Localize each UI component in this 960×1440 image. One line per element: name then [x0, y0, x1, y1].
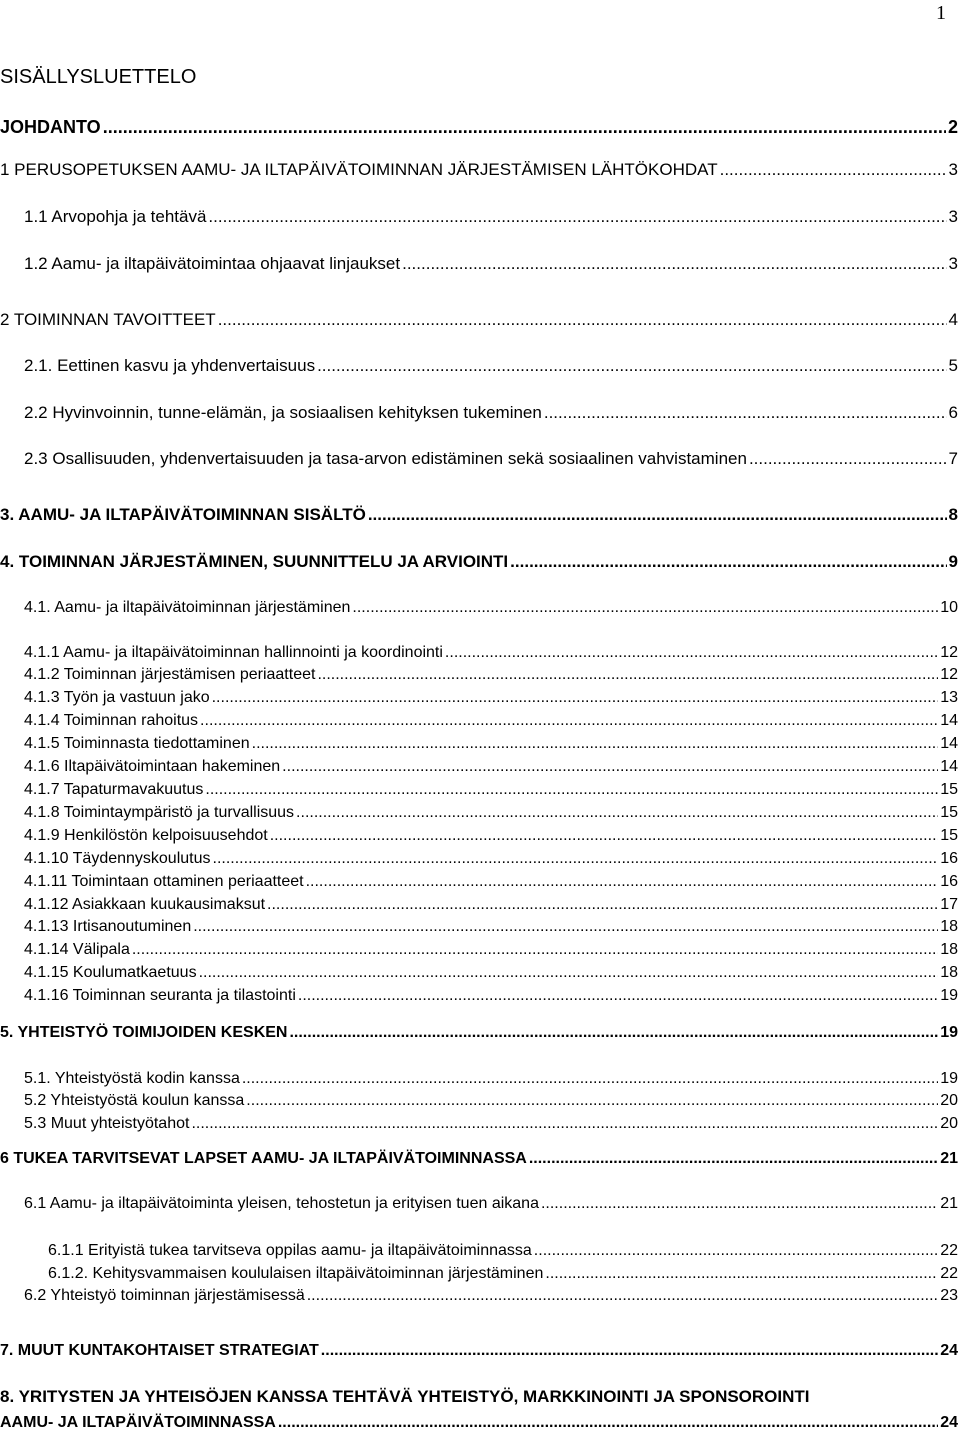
toc-entry[interactable]: 6.1.1 Erityistä tukea tarvitseva oppilas aamu- ja iltapäivätoiminnassa ..... 22	[48, 1240, 958, 1262]
toc-entry[interactable]: 5. YHTEISTYÖ TOIMIJOIDEN KESKEN ..... 19	[0, 1022, 958, 1044]
toc-entry[interactable]: 2.1. Eettinen kasvu ja yhdenvertaisuus ..... 5	[24, 355, 958, 377]
page-number: 1	[936, 2, 946, 24]
toc-entry[interactable]: 2.3 Osallisuuden, yhdenvertaisuuden ja tasa-arvon edistäminen sekä sosiaalinen vahvistaminen ..... 7	[24, 448, 958, 470]
toc-entry[interactable]: 4.1.13 Irtisanoutuminen ..... 18	[24, 916, 958, 938]
toc-entry[interactable]: 6.1.2. Kehitysvammaisen koululaisen iltapäivätoiminnan järjestäminen ..... 22	[48, 1263, 958, 1285]
toc-entry[interactable]: 4.1.4 Toiminnan rahoitus ..... 14	[24, 710, 958, 732]
toc-entry[interactable]: 6.1 Aamu- ja iltapäivätoiminta yleisen, tehostetun ja erityisen tuen aikana ..... 21	[24, 1193, 958, 1215]
toc-entry[interactable]: 2 TOIMINNAN TAVOITTEET ..... 4	[0, 309, 958, 331]
toc-entry[interactable]: 1.2 Aamu- ja iltapäivätoimintaa ohjaavat linjaukset ..... 3	[24, 253, 958, 275]
toc-entry[interactable]: 4.1.10 Täydennyskoulutus ..... 16	[24, 848, 958, 870]
toc-entry-johdanto[interactable]: JOHDANTO ..... 2	[0, 116, 958, 138]
toc-entry[interactable]: 4.1.3 Työn ja vastuun jako ..... 13	[24, 687, 958, 709]
toc-entry[interactable]: 4.1.5 Toiminnasta tiedottaminen ..... 14	[24, 733, 958, 755]
toc-entry[interactable]: 6.2 Yhteistyö toiminnan järjestämisessä ..... 23	[24, 1285, 958, 1307]
toc-entry[interactable]: 4.1.12 Asiakkaan kuukausimaksut ..... 17	[24, 894, 958, 916]
toc-entry[interactable]: 2.2 Hyvinvoinnin, tunne-elämän, ja sosiaalisen kehityksen tukeminen ..... 6	[24, 402, 958, 424]
toc-entry[interactable]: 4. TOIMINNAN JÄRJESTÄMINEN, SUUNNITTELU JA ARVIOINTI ..... 9	[0, 551, 958, 573]
toc-entry[interactable]: 5.1. Yhteistyöstä kodin kanssa ..... 19	[24, 1068, 958, 1090]
toc-entry[interactable]: AAMU- JA ILTAPÄIVÄTOIMINNASSA ..... 24	[0, 1412, 958, 1434]
toc-entry[interactable]: 4.1. Aamu- ja iltapäivätoiminnan järjestäminen ..... 10	[24, 597, 958, 619]
toc-entry[interactable]: 5.3 Muut yhteistyötahot ..... 20	[24, 1113, 958, 1135]
toc-entry[interactable]: 4.1.6 Iltapäivätoimintaan hakeminen ..... 14	[24, 756, 958, 778]
toc-entry[interactable]: 4.1.11 Toimintaan ottaminen periaatteet ..... 16	[24, 871, 958, 893]
toc-entry[interactable]: 4.1.9 Henkilöstön kelpoisuusehdot ..... 15	[24, 825, 958, 847]
toc-entry[interactable]: 4.1.2 Toiminnan järjestämisen periaatteet ..... 12	[24, 664, 958, 686]
toc-entry[interactable]: 1.1 Arvopohja ja tehtävä ..... 3	[24, 206, 958, 228]
toc-entry[interactable]: 4.1.7 Tapaturmavakuutus ..... 15	[24, 779, 958, 801]
toc-entry[interactable]: 3. AAMU- JA ILTAPÄIVÄTOIMINNAN SISÄLTÖ ..... 8	[0, 504, 958, 526]
toc-entry-label[interactable]: 8. YRITYSTEN JA YHTEISÖJEN KANSSA TEHTÄVÄ YHTEISTYÖ, MARKKINOINTI JA SPONSOROINTI	[0, 1387, 810, 1406]
toc-entry[interactable]: 4.1.8 Toimintaympäristö ja turvallisuus ..... 15	[24, 802, 958, 824]
toc-entry[interactable]: 4.1.1 Aamu- ja iltapäivätoiminnan hallinnointi ja koordinointi ..... 12	[24, 642, 958, 664]
toc-entry[interactable]: 4.1.15 Koulumatkaetuus ..... 18	[24, 962, 958, 984]
toc-entry[interactable]: 4.1.16 Toiminnan seuranta ja tilastointi ..... 19	[24, 985, 958, 1007]
toc-title: SISÄLLYSLUETTELO	[0, 66, 197, 88]
toc-entry[interactable]: 6 TUKEA TARVITSEVAT LAPSET AAMU- JA ILTAPÄIVÄTOIMINNASSA ..... 21	[0, 1148, 958, 1170]
toc-entry[interactable]: 7. MUUT KUNTAKOHTAISET STRATEGIAT ..... 24	[0, 1340, 958, 1362]
toc-entry[interactable]: 5.2 Yhteistyöstä koulun kanssa ..... 20	[24, 1090, 958, 1112]
toc-entry[interactable]: 1 PERUSOPETUKSEN AAMU- JA ILTAPÄIVÄTOIMINNAN JÄRJESTÄMISEN LÄHTÖKOHDAT ..... 3	[0, 159, 958, 181]
toc-entry[interactable]: 4.1.14 Välipala ..... 18	[24, 939, 958, 961]
